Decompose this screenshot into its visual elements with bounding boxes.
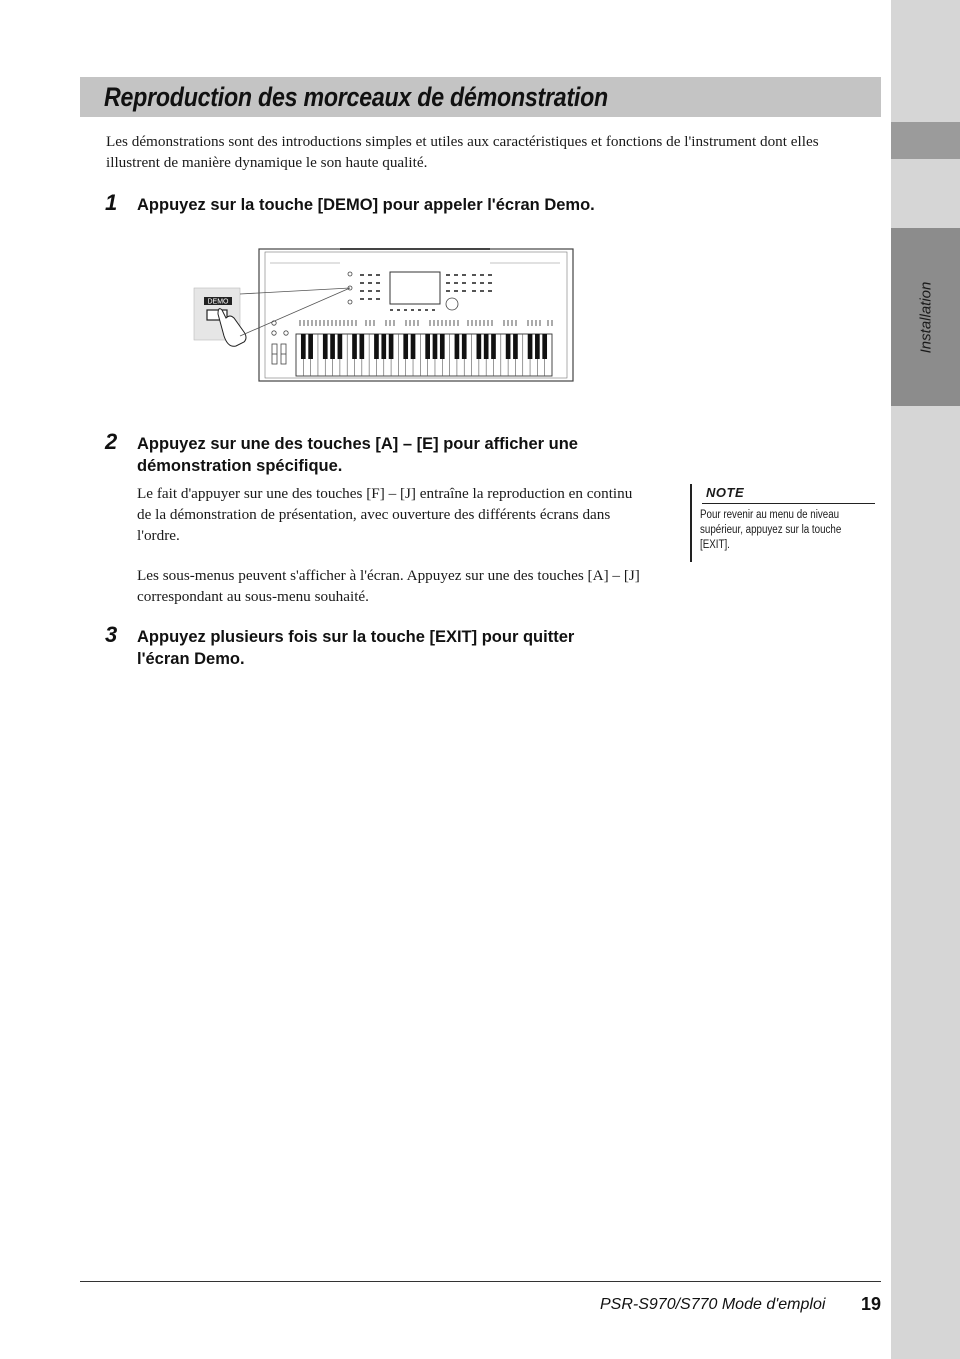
note-box [690,484,877,562]
note-title: NOTE [706,485,745,500]
footer-page-number: 19 [861,1294,882,1314]
step-2-instruction: Appuyez sur une des touches [A] – [E] pour afficher une démonstration spécifique. [137,435,578,475]
step-3-number: 3 [105,622,118,647]
step-2-paragraph-1: Le fait d'appuyer sur une des touches [F] – [J] entraîne la reproduction en continu de la démonstration de présentation, avec ouverture des différents écrans dans l'ordre. [137,485,633,544]
side-tab-label [891,228,960,406]
note-text: Pour revenir au menu de niveau supérieur, appuyez sur la touche [EXIT]. [700,509,842,551]
section-title: Reproduction des morceaux de démonstration [104,81,608,112]
step-1-number: 1 [105,190,118,215]
side-tab-label-text: Installation [917,281,934,353]
step-2-number: 2 [105,429,118,454]
keyboard-illustration [190,246,580,386]
step-2-paragraph-2: Les sous-menus peuvent s'afficher à l'écran. Appuyez sur une des touches [A] – [J] correspondant au sous-menu souhaité. [137,567,640,605]
section-title-bar [80,77,881,117]
footer-doc-title: PSR-S970/S770 Mode d'emploi [600,1296,826,1313]
side-index-bar [891,0,960,1359]
intro-paragraph: Les démonstrations sont des introductions simples et utiles aux caractéristiques et fonctions de l'instrument dont elles illustrent de manière dynamique le son haute qualité. [106,133,819,171]
step-1-instruction: Appuyez sur la touche [DEMO] pour appeler l'écran Demo. [137,196,595,214]
note-divider [702,503,875,504]
footer-divider [80,1281,881,1282]
keyboard-drawing [190,246,580,386]
step-3-instruction: Appuyez plusieurs fois sur la touche [EXIT] pour quitter l'écran Demo. [137,628,575,668]
side-index-tab [891,122,960,159]
demo-button-label: DEMO [207,298,229,306]
